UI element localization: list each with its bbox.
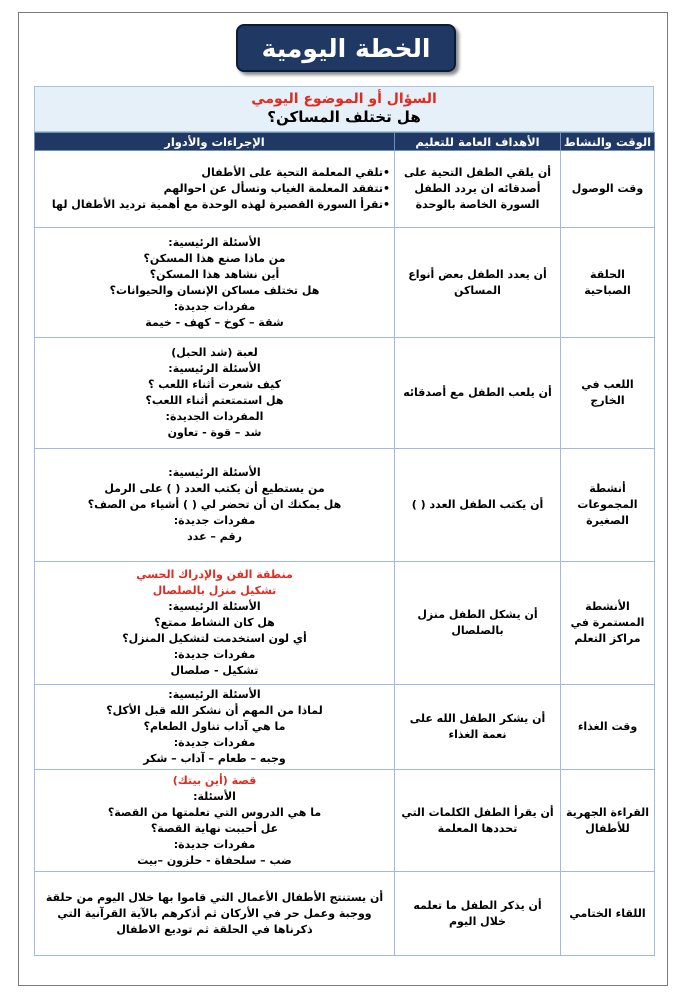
procedure-line: ما هي آداب تناول الطعام؟ <box>143 720 286 733</box>
procedure-line: أين نشاهد هذا المسكن؟ <box>149 267 280 281</box>
table-row <box>35 872 655 956</box>
table-row <box>35 228 655 338</box>
time-cell: القراءة الجهرية للأطفال <box>561 770 655 872</box>
procedure-cell <box>35 770 395 872</box>
goal-cell: أن يلعب الطفل مع أصدقائه <box>395 338 561 449</box>
goal-cell: أن يشكل الطفل منزل بالصلصال <box>395 562 561 685</box>
procedure-line: من يستطيع أن يكتب العدد ( ) على الرمل <box>104 482 325 495</box>
goal-cell: أن يشكر الطفل الله على نعمة الغذاء <box>395 685 561 770</box>
daily-question-label: السؤال أو الموضوع اليومي <box>251 91 437 107</box>
page-title: الخطة اليومية <box>236 24 456 72</box>
procedure-line: مفردات جديدة: <box>173 736 256 749</box>
column-header-procedures: الإجراءات والأدوار <box>35 133 395 151</box>
goal-cell: أن يذكر الطفل ما تعلمه خلال اليوم <box>395 872 561 956</box>
procedure-line: تشكيل - صلصال <box>170 664 259 677</box>
table-row <box>35 770 655 872</box>
daily-question-box <box>34 86 654 132</box>
procedure-line: عل أحببت نهاية القصة؟ <box>150 821 279 835</box>
procedure-line: قصة (أين بيتك) <box>172 773 257 787</box>
procedure-line: •تلقي المعلمة التحية على الأطفال <box>201 166 390 179</box>
time-cell: الأنشطة المستمرة في مراكز التعلم <box>561 562 655 685</box>
procedure-line: هل تختلف مساكن الإنسان والحيوانات؟ <box>109 283 320 297</box>
procedure-cell <box>35 449 395 562</box>
time-cell: وقت الوصول <box>561 151 655 228</box>
procedure-line: ضب – سلحفاة - حلزون –بيت <box>137 853 292 867</box>
time-cell: أنشطة المجموعات الصغيرة <box>561 449 655 562</box>
procedure-cell <box>35 685 395 770</box>
table-row <box>35 449 655 562</box>
procedure-line: تشكيل منزل بالصلصال <box>152 584 277 597</box>
column-header-goals: الأهداف العامة للتعليم <box>395 133 561 151</box>
goal-cell: أن يلقي الطفل التحية على أصدقائه ان يردد الطفل السورة الخاصة بالوحدة <box>395 151 561 228</box>
procedure-line: هل يمكنك ان أن تحضر لي ( ) أشياء من الصف؟ <box>87 498 342 511</box>
procedure-line: كيف شعرت أثناء اللعب ؟ <box>148 378 281 391</box>
procedure-line: هل استمتعتم أثناء اللعب؟ <box>145 394 284 407</box>
procedure-line: الأسئلة: <box>193 789 236 803</box>
procedure-line: شد – قوة - تعاون <box>167 426 262 439</box>
table-row <box>35 338 655 449</box>
procedure-line: •تتفقد المعلمة الغياب وتسأل عن احوالهم <box>163 182 390 195</box>
time-cell: وقت الغذاء <box>561 685 655 770</box>
procedure-line: •تقرأ السورة القصيرة لهذه الوحدة مع أهمية ترديد الأطفال لها <box>51 198 390 211</box>
procedure-line: أي لون استخدمت لتشكيل المنزل؟ <box>122 632 307 645</box>
table-row <box>35 562 655 685</box>
procedure-line: الأسئلة الرئيسية: <box>168 688 261 701</box>
column-header-time: الوقت والنشاط <box>561 133 655 151</box>
daily-question-text: هل تختلف المساكن؟ <box>267 108 421 126</box>
procedure-cell <box>35 228 395 338</box>
procedure-line: رقم – عدد <box>187 530 242 543</box>
procedure-line: شقة – كوخ – كهف - خيمة <box>145 315 284 329</box>
procedure-line: لماذا من المهم أن نشكر الله قبل الأكل؟ <box>106 704 323 717</box>
procedure-line: الأسئلة الرئيسية: <box>168 466 261 479</box>
procedure-line: أن يستنتج الأطفال الأعمال التي قاموا بها خلال اليوم من حلقة ووجبة وعمل حر في الأركان ثم أذكرهم بالآية القرآنية التي ذكرناها في الحلقة ثم توديع الاطفال <box>45 890 384 936</box>
goal-cell: أن يكتب الطفل العدد ( ) <box>395 449 561 562</box>
procedure-line: الأسئلة الرئيسية: <box>168 362 261 375</box>
time-cell: اللقاء الختامي <box>561 872 655 956</box>
procedure-cell <box>35 338 395 449</box>
procedure-line: الأسئلة الرئيسية: <box>168 600 261 613</box>
procedure-line: لعبة (شد الحبل) <box>171 346 258 359</box>
procedure-line: مفردات جديدة: <box>173 299 256 313</box>
procedure-line: وجبه – طعام – آداب – شكر <box>143 752 286 765</box>
time-cell: الحلقة الصباحية <box>561 228 655 338</box>
table-row <box>35 685 655 770</box>
procedure-cell <box>35 151 395 228</box>
table-header-row <box>35 133 655 151</box>
procedure-cell <box>35 562 395 685</box>
procedure-line: الأسئلة الرئيسية: <box>168 235 261 249</box>
procedure-line: ما هي الدروس التي تعلمتها من القصة؟ <box>107 805 322 819</box>
goal-cell: أن يقرأ الطفل الكلمات التي تحددها المعلمة <box>395 770 561 872</box>
procedure-line: مفردات جديدة: <box>173 514 256 527</box>
procedure-cell <box>35 872 395 956</box>
procedure-line: مفردات جديدة: <box>173 648 256 661</box>
procedure-line: منطقة الفن والإدراك الحسي <box>136 568 293 581</box>
goal-cell: أن يعدد الطفل بعض أنواع المساكن <box>395 228 561 338</box>
procedure-line: من ماذا صنع هذا المسكن؟ <box>143 251 286 265</box>
table-row <box>35 151 655 228</box>
plan-table <box>34 132 655 956</box>
procedure-line: المفردات الجديدة: <box>165 410 264 423</box>
time-cell: اللعب في الخارج <box>561 338 655 449</box>
procedure-line: مفردات جديدة: <box>173 837 256 851</box>
procedure-line: هل كان النشاط ممتع؟ <box>154 616 275 629</box>
